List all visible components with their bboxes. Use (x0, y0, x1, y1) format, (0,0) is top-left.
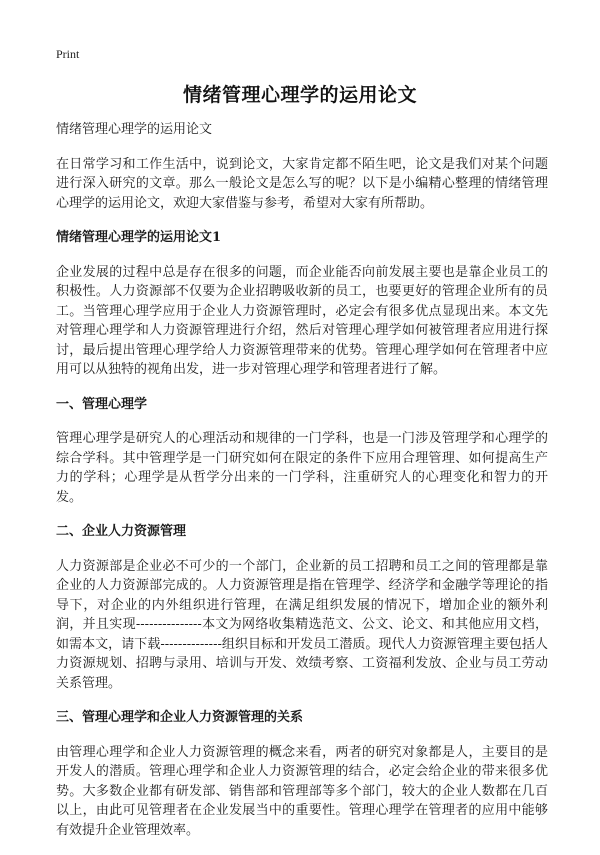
document-title: 情绪管理心理学的运用论文 (182, 84, 417, 106)
paragraph-3: 人力资源部是企业必不可少的一个部门，企业新的员工招聘和员工之间的管理都是靠企业的人力资源部完成的。人力资源管理是指在管理学、经济学和金融学等理论的指导下，对企业的内外组织进行管理，在满足组织发展的情况下，增加企业的额外利润，并且实现---------------本文为网络收集精选范文、公文、论文、和其他应用文档，如需本文，请下载--------------组织目标和开发员工潜质。现代人力资源管理主要包括人力资源规划、招聘与录用、培训与开发、效绩考察、工资福利发放、企业与员工劳动关系管理。 (56, 558, 548, 691)
paragraph-1: 企业发展的过程中总是存在很多的问题，而企业能否向前发展主要也是靠企业员工的积极性。人力资源部不仅要为企业招聘吸收新的员工，也要更好的管理企业所有的员工。当管理心理学应用于企业人力资源管理时，必定会有很多优点显现出来。本文先对管理心理学和人力资源管理进行介绍，然后对管理心理学如何被管理者应用进行探讨，最后提出管理心理学给人力资源管理带来的优势。管理心理学如何在管理者中应用可以从独特的视角出发，进一步对管理心理学和管理者进行了解。 (56, 264, 548, 377)
section-title: 情绪管理心理学的运用论文1 (56, 230, 222, 245)
heading-relationship: 三、管理心理学和企业人力资源管理的关系 (56, 710, 304, 725)
heading-hr-management: 二、企业人力资源管理 (56, 524, 187, 539)
heading-management-psychology: 一、管理心理学 (56, 396, 148, 412)
paragraph-2: 管理心理学是研究人的心理活动和规律的一门学科，也是一门涉及管理学和心理学的综合学科。其中管理学是一门研究如何在限定的条件下应用合理管理、如何提高生产力的学科；心理学是从哲学分出来的一门学科，注重研究人的心理变化和智力的开发。 (56, 431, 548, 505)
paragraph-4: 由管理心理学和企业人力资源管理的概念来看，两者的研究对象都是人，主要目的是开发人的潜质。管理心理学和企业人力资源管理的结合，必定会给企业的带来很多优势。大多数企业都有研发部、销售部和管理部等多个部门，较大的企业人数都在几百以上，由此可见管理者在企业发展当中的重要性。管理心理学在管理者的应用中能够有效提升企业管理效率。 (56, 744, 548, 838)
document-subtitle: 情绪管理心理学的运用论文 (56, 122, 213, 137)
intro-paragraph: 在日常学习和工作生活中，说到论文，大家肯定都不陌生吧，论文是我们对某个问题进行深入研究的文章。那么一般论文是怎么写的呢？以下是小编精心整理的情绪管理心理学的运用论文，欢迎大家借鉴与参考，希望对大家有所帮助。 (56, 156, 548, 211)
print-label: Print (56, 47, 80, 61)
document-body (56, 120, 548, 855)
